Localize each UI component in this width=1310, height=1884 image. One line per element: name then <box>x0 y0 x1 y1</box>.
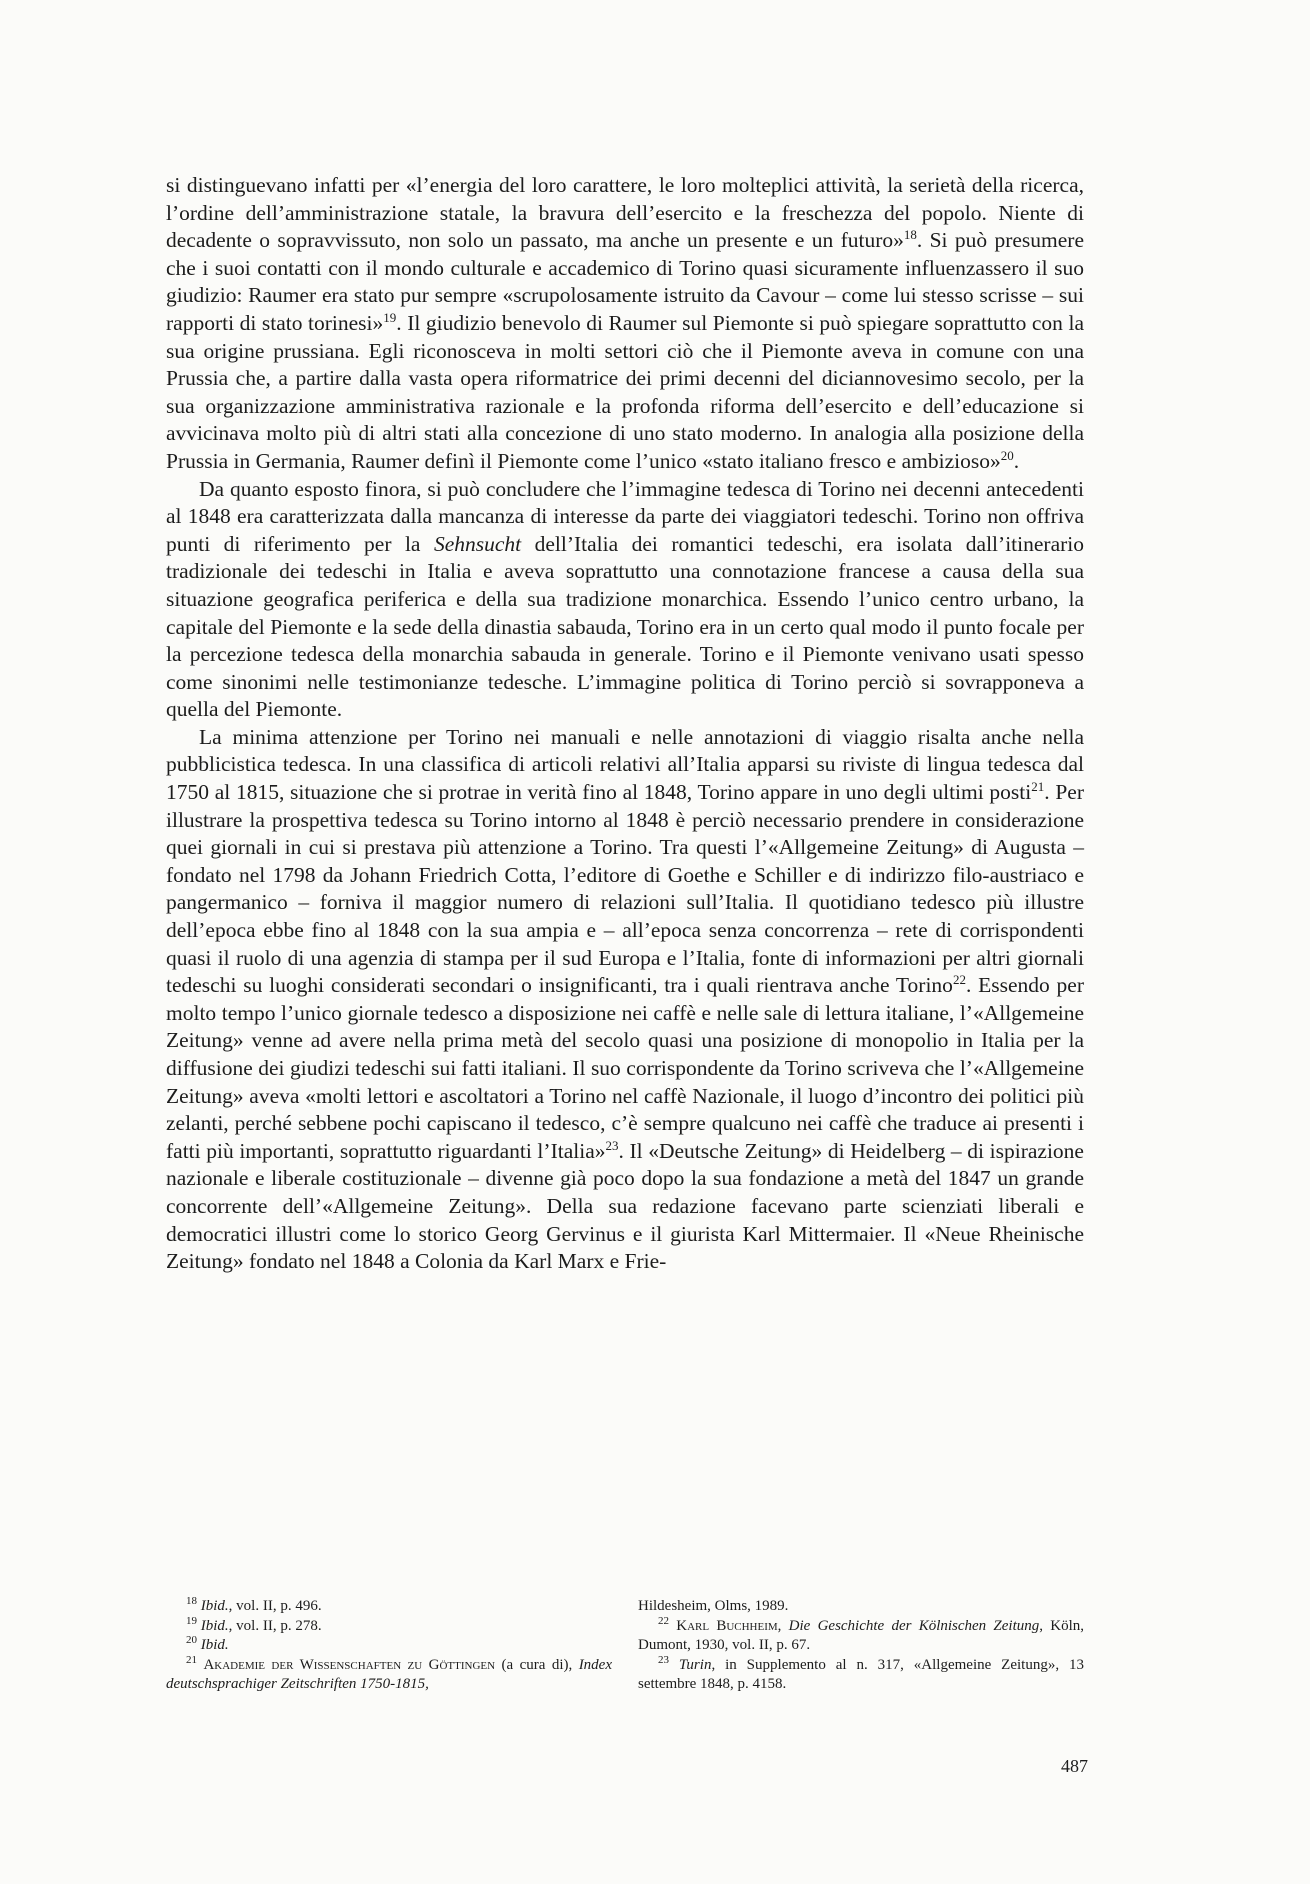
italic-text: Ibid. <box>200 1637 229 1653</box>
footnote <box>166 1636 612 1656</box>
note-reference: 20 <box>186 1634 197 1646</box>
note-reference: 21 <box>186 1653 197 1666</box>
text-run: . Il «Deutsche Zeitung» di Heidelberg – di ispirazione nazionale e liberale costituzionale – divenne già poco dopo la sua fondazione a metà del 1847 un grande concorrente dell’«Allgemeine Zeitung». Della sua redazione facevano parte scienziati liberali e democratici illustri come lo storico Georg Gervinus e il giurista Karl Mittermaier. Il «Neue Rheinische Zeitung» fondato nel 1848 a Colonia da Karl Marx e Frie- <box>166 1138 1084 1274</box>
note-reference: 19 <box>383 309 397 325</box>
small-caps-text: Akademie der Wissenschaften zu Göttingen <box>203 1656 496 1673</box>
note-reference: 22 <box>952 972 966 988</box>
footnote <box>638 1597 1084 1617</box>
page-number: 487 <box>1061 1756 1088 1776</box>
text-run: Da quanto esposto finora, si può concludere che l’immagine tedesca di Torino nei decenni antecedenti al 1848 era caratterizzata dalla mancanza di interesse da parte dei viaggiatori tedeschi. Torino non offriva punti di riferimento per la <box>166 476 1084 556</box>
note-reference: 18 <box>186 1595 197 1607</box>
note-reference: 19 <box>186 1614 197 1627</box>
text-run: . Il giudizio benevolo di Raumer sul Piemonte si può spiegare soprattutto con la sua origine prussiana. Egli riconosceva in molti settori ciò che il Piemonte aveva in comune con una Prussia che, a partire dalla vasta opera riformatrice dei primi decenni del diciannovesimo secolo, per la sua organizzazione amministrativa razionale e la profonda riforma dell’esercito e dell’educazione si avvicinava molto più di altri stati alla concezione di uno stato moderno. In analogia alla posizione della Prussia in Germania, Raumer definì il Piemonte come l’unico «stato italiano fresco e ambizioso» <box>166 310 1084 473</box>
footnotes <box>166 1597 1084 1695</box>
text-run: Hildesheim, Olms, 1989. <box>638 1598 789 1614</box>
text-run: , vol. II, p. 496. <box>228 1598 322 1614</box>
italic-text: Sehnsucht <box>433 531 522 556</box>
italic-text: Ibid. <box>200 1598 229 1614</box>
italic-text: Index deutschsprachiger Zeitschriften 1750-1815, <box>166 1656 612 1692</box>
footnote <box>166 1614 612 1637</box>
note-reference: 21 <box>1031 778 1045 794</box>
main-text <box>166 172 1084 1276</box>
body-paragraph <box>166 724 1084 1276</box>
text-run: dell’Italia dei romantici tedeschi, era isolata dall’itinerario tradizionale dei tedeschi in Italia e aveva soprattutto una connotazione francese a causa della sua situazione geografica periferica e della sua tradizione monarchica. Essendo l’unico centro urbano, la capitale del Piemonte e la sede della dinastia sabauda, Torino era in un certo qual modo il punto focale per la percezione tedesca della monarchia sabauda in generale. Torino e il Piemonte venivano usati spesso come sinonimi nelle testimonianze tedesche. L’immagine politica di Torino perciò si sovrapponeva a quella del Piemonte. <box>166 531 1084 722</box>
text-run: . Essendo per molto tempo l’unico giornale tedesco a disposizione nei caffè e nelle sale di lettura italiane, l’«Allgemeine Zeitung» venne ad avere nella prima metà del secolo quasi una posizione di monopolio in Italia per la diffusione dei giudizi tedeschi sui fatti italiani. Il suo corrispondente da Torino scriveva che l’«Allgemeine Zeitung» aveva «molti lettori e ascoltatori a Torino nel caffè Nazionale, il luogo d’incontro dei politici più zelanti, perché sebbene pochi capiscano il tedesco, c’è sempre qualcuno nei caffè che traduce ai presenti i fatti più importanti, soprattutto riguardanti l’Italia» <box>166 973 1084 1163</box>
text-run: La minima attenzione per Torino nei manuali e nelle annotazioni di viaggio risalta anche nella pubblicistica tedesca. In una classifica di articoli relativi all’Italia apparsi su riviste di lingua tedesca dal 1750 al 1815, situazione che si protrae in verità fino al 1848, Torino appare in uno degli ultimi posti <box>166 724 1084 805</box>
footnote <box>166 1597 612 1617</box>
text-run: . <box>1013 448 1020 473</box>
body-paragraph <box>166 172 1084 476</box>
text-run: . Per illustrare la prospettiva tedesca su Torino intorno al 1848 è perciò necessario prendere in considerazione quei giornali in cui si prestava più attenzione a Torino. Tra questi l’«Allgemeine Zeitung» di Augusta – fondato nel 1798 da Johann Friedrich Cotta, l’editore di Goethe e Schiller e di indirizzo filo-austriaco e pangermanico – forniva il maggior numero di relazioni sull’Italia. Il quotidiano tedesco più illustre dell’epoca ebbe fino al 1848 con la sua ampia e – all’epoca senza concorrenza – rete di corrispondenti quasi il ruolo di una agenzia di stampa per il sud Europa e l’Italia, fonte di informazioni per altri giornali tedeschi su luoghi considerati secondari o insignificanti, tra i quali rientrava anche Torino <box>166 780 1085 998</box>
footnote <box>638 1614 1085 1656</box>
note-reference: 23 <box>605 1137 619 1153</box>
italic-text: Die Geschichte der Kölnischen Zeitung <box>788 1617 1040 1634</box>
note-reference: 20 <box>1000 447 1014 463</box>
italic-text: Turin <box>678 1656 712 1673</box>
body-paragraph <box>166 476 1084 724</box>
note-reference: 22 <box>658 1614 669 1627</box>
text-run: , in Supplemento al n. 317, «Allgemeine Zeitung», 13 settembre 1848, p. 4158. <box>638 1656 1085 1692</box>
note-reference: 18 <box>903 227 917 243</box>
text-run: . Si può presumere che i suoi contatti con il mondo culturale e accademico di Torino quasi sicuramente influenzassero il suo giudizio: Raumer era stato pur sempre «scrupolosamente istruito da Cavour – come lui stesso scrisse – sui rapporti di stato torinesi» <box>166 228 1084 335</box>
footnotes-left-column <box>166 1597 612 1695</box>
footnotes-right-column <box>638 1597 1084 1695</box>
footnote <box>638 1653 1085 1695</box>
text-run: , vol. II, p. 278. <box>228 1617 322 1634</box>
small-caps-text: Karl Buchheim <box>676 1617 778 1634</box>
italic-text: Ibid. <box>200 1617 229 1634</box>
text-run: (a cura di), <box>495 1656 579 1673</box>
text-run: si distinguevano infatti per «l’energia del loro carattere, le loro molteplici attività, la serietà della ricerca, l’ordine dell’amministrazione statale, la bravura dell’esercito e la freschezza del popolo. Niente di decadente o sopravvissuto, non solo un passato, ma anche un presente e un futuro» <box>166 173 1084 253</box>
text-run: , <box>777 1617 789 1634</box>
text-run: , Köln, Dumont, 1930, vol. II, p. 67. <box>638 1617 1085 1653</box>
footnote <box>166 1653 612 1695</box>
note-reference: 23 <box>658 1653 669 1666</box>
text-run <box>669 1657 679 1673</box>
